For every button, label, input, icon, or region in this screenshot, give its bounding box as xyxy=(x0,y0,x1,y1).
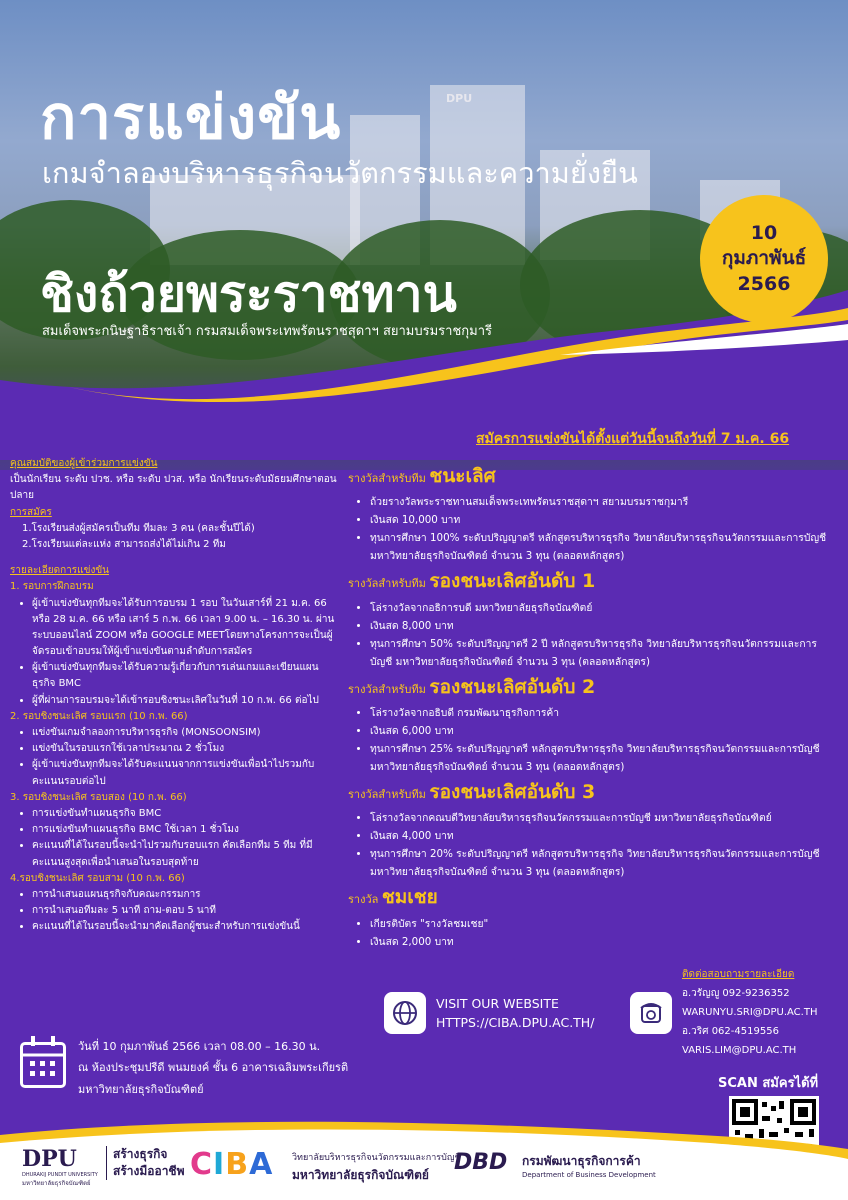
list-item: • ผู้เข้าแข่งขันทุกทีมจะได้รับความรู้เกี่ยวกับการเล่นเกมและเขียนแผนธุรกิจ BMC xyxy=(32,660,340,692)
list-item: • เงินสด 6,000 บาท xyxy=(370,722,838,740)
list-item: • เงินสด 2,000 บาท xyxy=(370,933,838,951)
date-month: กุมภาพันธ์ xyxy=(721,247,807,270)
prize-heading: รางวัล ชมเชย xyxy=(348,886,438,909)
list-item: • เงินสด 4,000 บาท xyxy=(370,827,838,845)
list-item: • ทุนการศึกษา 100% ระดับปริญญาตรี หลักสูตรบริหารธุรกิจ วิทยาลัยบริหารธุรกิจนวัตกรรมและการบัญชี มหาวิทยาลัยธุรกิจบัณฑิตย์ จำนวน 3 ทุน (ตลอดหลักสูตร) xyxy=(370,529,838,565)
page-title: การแข่งขัน xyxy=(40,83,342,153)
list-item: • คะแนนที่ได้ในรอบนี้จะนำไปรวมกับรอบแรก คัดเลือกทีม 5 ทีม ที่มีคะแนนสูงสุดเพื่อนำเสนอในรอบสุดท้าย xyxy=(32,838,340,870)
list-item: • ผู้เข้าแข่งขันทุกทีมจะได้รับการอบรม 1 รอบ ในวันเสาร์ที่ 21 ม.ค. 66 หรือ 28 ม.ค. 66 หรือ เสาร์ 5 ก.พ. 66 เวลา 9.00 น. – 16.30 น. ผ่านระบบออนไลน์ ZOOM หรือ GOOGLE MEETโดยทางโครงการจะเป็นผู้จัดรอบเข้าอบรมให้ผู้เข้าแข่งขันตามลำดับการสมัคร xyxy=(32,596,340,661)
prize-heading: รางวัลสำหรับทีม รองชนะเลิศอันดับ 3 xyxy=(348,780,596,803)
contact-email[interactable]: VARIS.LIM@DPU.AC.TH xyxy=(682,1045,797,1056)
list-item: • คะแนนที่ได้ในรอบนี้จะนำมาคัดเลือกผู้ชนะสำหรับการแข่งขันนี้ xyxy=(32,919,340,935)
round-list xyxy=(10,806,340,871)
dbd-text: กรมพัฒนาธุรกิจการค้า Department of Business Development xyxy=(522,1154,656,1179)
prizes-column xyxy=(348,460,838,951)
registration-banner: สมัครการแข่งขันได้ตั้งแต่วันนี้จนถึงวันที่ 7 ม.ค. 66 xyxy=(476,431,790,447)
prize-heading: รางวัลสำหรับทีม รองชนะเลิศอันดับ 1 xyxy=(348,570,596,593)
list-item: • ทุนการศึกษา 20% ระดับปริญญาตรี หลักสูตรบริหารธุรกิจ วิทยาลัยบริหารธุรกิจนวัตกรรมและการบัญชี มหาวิทยาลัยธุรกิจบัณฑิตย์ จำนวน 3 ทุน (ตลอดหลักสูตร) xyxy=(370,845,838,881)
prize-heading: รางวัลสำหรับทีม ชนะเลิศ xyxy=(348,465,496,487)
globe-icon xyxy=(384,992,426,1034)
round-list xyxy=(10,725,340,790)
prize-list xyxy=(348,599,838,671)
list-item: • เงินสด 10,000 บาท xyxy=(370,511,838,529)
round-list xyxy=(10,887,340,936)
prize-list xyxy=(348,704,838,776)
dbd-logo: DBD xyxy=(454,1150,508,1175)
list-item: • ผู้ที่ผ่านการอบรมจะได้เข้ารอบชิงชนะเลิศในวันที่ 10 ก.พ. 66 ต่อไป xyxy=(32,693,340,709)
list-item: • เงินสด 8,000 บาท xyxy=(370,617,838,635)
website-link[interactable]: VISIT OUR WEBSITE HTTPS://CIBA.DPU.AC.TH/ xyxy=(436,996,595,1031)
apply-item: 1.โรงเรียนส่งผู้สมัครเป็นทีม ทีมละ 3 คน (คละชั้นปีได้) xyxy=(22,522,255,534)
qualification-text: เป็นนักเรียน ระดับ ปวช. หรือ ระดับ ปวส. หรือ นักเรียนระดับมัธยมศึกษาตอนปลาย xyxy=(10,474,337,502)
ciba-text: วิทยาลัยบริหารธุรกิจนวัตกรรมและการบัญชี มหาวิทยาลัยธุรกิจบัณฑิตย์ xyxy=(292,1153,461,1182)
list-item: • การนำเสนอแผนธุรกิจกับคณะกรรมการ xyxy=(32,887,340,903)
round-heading: 3. รอบชิงชนะเลิศ รอบสอง (10 ก.พ. 66) xyxy=(10,791,187,803)
list-item: • แข่งขันเกมจำลองการบริหารธุรกิจ (MONSOONSIM) xyxy=(32,725,340,741)
building-sign: DPU xyxy=(446,92,473,105)
prize-list xyxy=(348,915,838,951)
contact-line: อ.วริศ 062-4519556 xyxy=(682,1026,779,1037)
list-item: • ผู้เข้าแข่งขันทุกทีมจะได้รับคะแนนจากการแข่งขันเพื่อนำไปรวมกับคะแนนรอบต่อไป xyxy=(32,757,340,789)
round-heading: 2. รอบชิงชนะเลิศ รอบแรก (10 ก.พ. 66) xyxy=(10,710,188,722)
dpu-slogan: สร้างธุรกิจ สร้างมืออาชีพ xyxy=(106,1146,184,1180)
list-item: • ทุนการศึกษา 25% ระดับปริญญาตรี หลักสูตรบริหารธุรกิจ วิทยาลัยบริหารธุรกิจนวัตกรรมและการบัญชี มหาวิทยาลัยธุรกิจบัณฑิตย์ จำนวน 3 ทุน (ตลอดหลักสูตร) xyxy=(370,740,838,776)
apply-item: 2.โรงเรียนแต่ละแห่ง สามารถส่งได้ไม่เกิน 2 ทีม xyxy=(22,538,226,550)
list-item: • ทุนการศึกษา 50% ระดับปริญญาตรี 2 ปี หลักสูตรบริหารธุรกิจ วิทยาลัยบริหารธุรกิจนวัตกรรมและการบัญชี มหาวิทยาลัยธุรกิจบัณฑิตย์ จำนวน 3 ทุน (ตลอดหลักสูตร) xyxy=(370,635,838,671)
list-item: • แข่งขันในรอบแรกใช้เวลาประมาณ 2 ชั่วโมง xyxy=(32,741,340,757)
dpu-logo: DPU DHURAKIJ PUNDIT UNIVERSITY มหาวิทยาลัยธุรกิจบัณฑิตย์ xyxy=(22,1146,98,1187)
list-item: • โล่รางวัลจากอธิการบดี มหาวิทยาลัยธุรกิจบัณฑิตย์ xyxy=(370,599,838,617)
date-year: 2566 xyxy=(737,272,791,295)
contact-heading: ติดต่อสอบถามรายละเอียด xyxy=(682,969,795,980)
calendar-icon xyxy=(20,1042,66,1088)
date-day: 10 xyxy=(750,221,778,244)
details-heading: รายละเอียดการแข่งขัน xyxy=(10,565,109,577)
phone-icon xyxy=(630,992,672,1034)
round-heading: 1. รอบการฝึกอบรม xyxy=(10,581,94,593)
ciba-logo: CIBA xyxy=(190,1147,274,1182)
round-list xyxy=(10,596,340,709)
list-item: • โล่รางวัลจากคณบดีวิทยาลัยบริหารธุรกิจนวัตกรรมและการบัญชี มหาวิทยาลัยธุรกิจบัณฑิตย์ xyxy=(370,809,838,827)
prize-heading: รางวัลสำหรับทีม รองชนะเลิศอันดับ 2 xyxy=(348,675,596,698)
prize-list xyxy=(348,493,838,565)
list-item: • ถ้วยรางวัลพระราชทานสมเด็จพระเทพรัตนราชสุดาฯ สยามบรมราชกุมารี xyxy=(370,493,838,511)
royal-patron: สมเด็จพระกนิษฐาธิราชเจ้า กรมสมเด็จพระเทพรัตนราชสุดาฯ สยามบรมราชกุมารี xyxy=(42,324,492,339)
date-badge xyxy=(700,195,828,323)
prize-list xyxy=(348,809,838,881)
contact-block xyxy=(682,965,842,1060)
list-item: • การแข่งขันทำแผนธุรกิจ BMC ใช้เวลา 1 ชั่วโมง xyxy=(32,822,340,838)
list-item: • โล่รางวัลจากอธิบดี กรมพัฒนาธุรกิจการค้า xyxy=(370,704,838,722)
apply-heading: การสมัคร xyxy=(10,506,52,518)
trophy-title: ชิงถ้วยพระราชทาน xyxy=(40,265,457,323)
list-item: • การแข่งขันทำแผนธุรกิจ BMC xyxy=(32,806,340,822)
qualification-heading: คุณสมบัติของผู้เข้าร่วมการแข่งขัน xyxy=(10,458,158,469)
contact-line: อ.วรัญญู 092-9236352 xyxy=(682,988,790,999)
left-column xyxy=(10,456,340,935)
contact-email[interactable]: WARUNYU.SRI@DPU.AC.TH xyxy=(682,1007,818,1018)
page-subtitle: เกมจำลองบริหารธุรกิจนวัตกรรมและความยั่งยืน xyxy=(42,156,638,190)
round-heading: 4.รอบชิงชนะเลิศ รอบสาม (10 ก.พ. 66) xyxy=(10,872,185,884)
list-item: • การนำเสนอทีมละ 5 นาที ถาม-ตอบ 5 นาที xyxy=(32,903,340,919)
venue-text: วันที่ 10 กุมภาพันธ์ 2566 เวลา 08.00 – 16.30 น. ณ ห้องประชุมปรีดี พนมยงค์ ชั้น 6 อาคารเฉลิมพระเกียรติ มหาวิทยาลัยธุรกิจบัณฑิตย์ xyxy=(78,1040,349,1096)
list-item: • เกียรติบัตร "รางวัลชมเชย" xyxy=(370,915,838,933)
scan-label: SCAN สมัครได้ที่ xyxy=(718,1076,819,1091)
apply-list xyxy=(10,521,340,553)
